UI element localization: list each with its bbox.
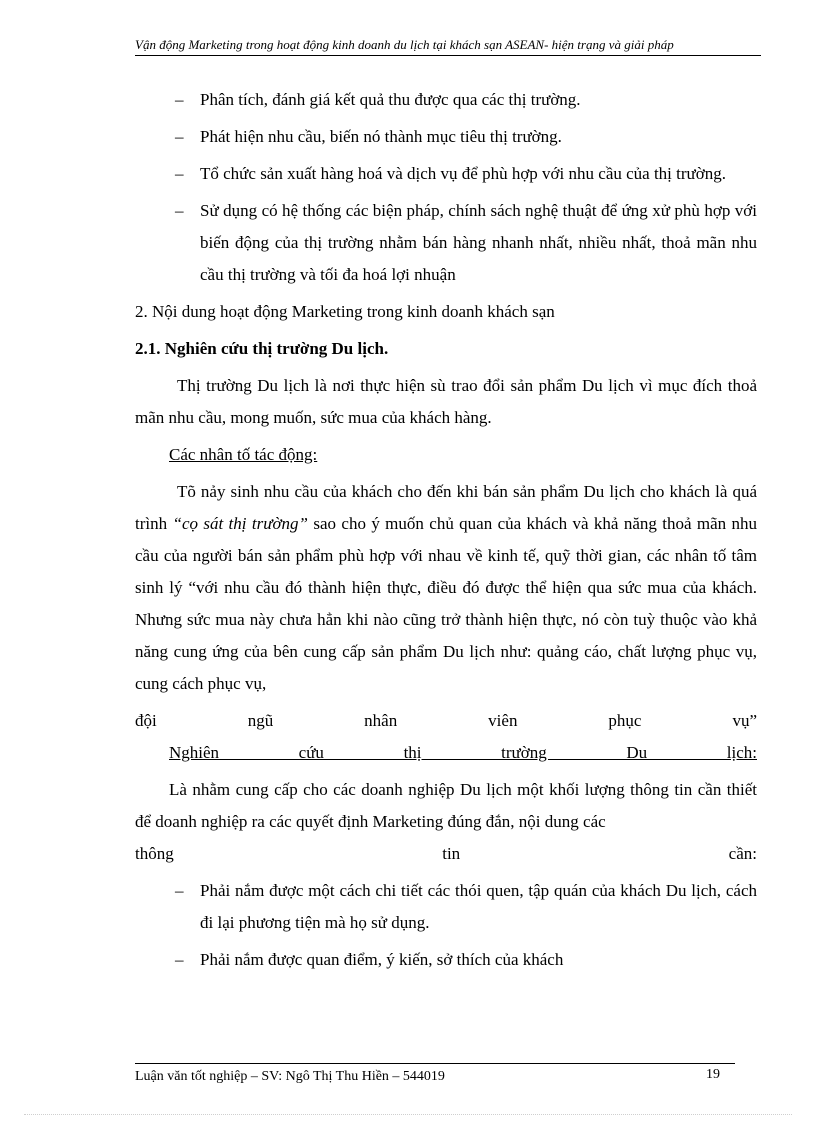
dash-bullet-icon: – (175, 201, 184, 220)
bullet-text: Phát hiện nhu cầu, biến nó thành mục tiêu thị trường. (200, 127, 562, 146)
page-number: 19 (706, 1067, 720, 1082)
bullet-text: Phải nắm được quan điểm, ý kiến, sở thích của khách (200, 950, 564, 969)
bullet-text: Phân tích, đánh giá kết quả thu được qua các thị trường. (200, 90, 581, 109)
bullet-item (135, 195, 757, 291)
bullet-item (135, 944, 757, 976)
bullet-item (135, 121, 757, 153)
bullet-text: Sử dụng có hệ thống các biện pháp, chính sách nghệ thuật để ứng xử phù hợp với biến động của thị trường nhằm bán hàng nhanh nhất, nhiều nhất, thoả mãn nhu cầu thị trường và tối đa hoá lợi nhuận (200, 201, 757, 284)
dash-bullet-icon: – (175, 881, 184, 900)
paragraph-factors-last-line: đội ngũ nhân viên phục vụ” (135, 711, 757, 730)
paragraph-factors (135, 476, 757, 700)
bullet-item (135, 84, 757, 116)
dash-bullet-icon: – (175, 950, 184, 969)
dash-bullet-icon: – (175, 127, 184, 146)
bullet-item (135, 158, 757, 190)
factors-heading: Các nhân tố tác động: (169, 445, 318, 464)
running-footer (135, 1068, 720, 1086)
paragraph-research-last-line: thông tin cần: (135, 844, 757, 863)
running-header: Vận động Marketing trong hoạt động kinh doanh du lịch tại khách sạn ASEAN- hiện trạng và giải pháp (135, 37, 761, 56)
research-heading: Nghiên cứu thị trường Du lịch: (169, 743, 757, 762)
section-heading: 2. Nội dung hoạt động Marketing trong kinh doanh khách sạn (135, 302, 555, 321)
footer-text: Luận văn tốt nghiệp – SV: Ngô Thị Thu Hiền – 544019 (135, 1069, 445, 1084)
dash-bullet-icon: – (175, 164, 184, 183)
paragraph-factors-italic: “cọ sát thị trường” (172, 514, 309, 533)
paragraph-factors-start: Tõ nảy sinh nhu cầu của khách cho đến khi bán sản phẩm Du lịch cho khách là quá trình (135, 482, 757, 533)
paragraph-research: Là nhằm cung cấp cho các doanh nghiệp Du lịch một khối lượng thông tin cần thiết để doanh nghiệp ra các quyết định Marketing đúng đắn, nội dung các (135, 780, 757, 831)
bullet-text: Phải nắm được một cách chi tiết các thói quen, tập quán của khách Du lịch, cách đi lại phương tiện mà họ sử dụng. (200, 881, 757, 932)
subsection-heading: 2.1. Nghiên cứu thị trường Du lịch. (135, 339, 389, 358)
page-body (135, 84, 757, 981)
footer-divider (135, 1063, 735, 1064)
dash-bullet-icon: – (175, 90, 184, 109)
bullet-text: Tổ chức sản xuất hàng hoá và dịch vụ để phù hợp với nhu cầu của thị trường. (200, 164, 726, 183)
paragraph-factors-end: sao cho ý muốn chủ quan của khách và khả năng thoả mãn nhu cầu của người bán sản phẩm phù hợp với nhau về kinh tế, quỹ thời gian, các nhân tố tâm sinh lý “với nhu cầu đó thành hiện thực, điều đó được thể hiện qua sức mua của khách. Nhưng sức mua này chưa hẳn khi nào cũng trở thành hiện thực, nó còn tuỳ thuộc vào khả năng cung ứng của bên cung cấp sản phẩm Du lịch như: quảng cáo, chất lượng phục vụ, cung cách phục vụ, (135, 514, 757, 693)
paragraph-market-definition: Thị trường Du lịch là nơi thực hiện sù trao đổi sản phẩm Du lịch vì mục đích thoả mãn nhu cầu, mong muốn, sức mua của khách hàng. (135, 376, 757, 427)
bullet-item (135, 875, 757, 939)
page-edge (24, 1114, 792, 1115)
